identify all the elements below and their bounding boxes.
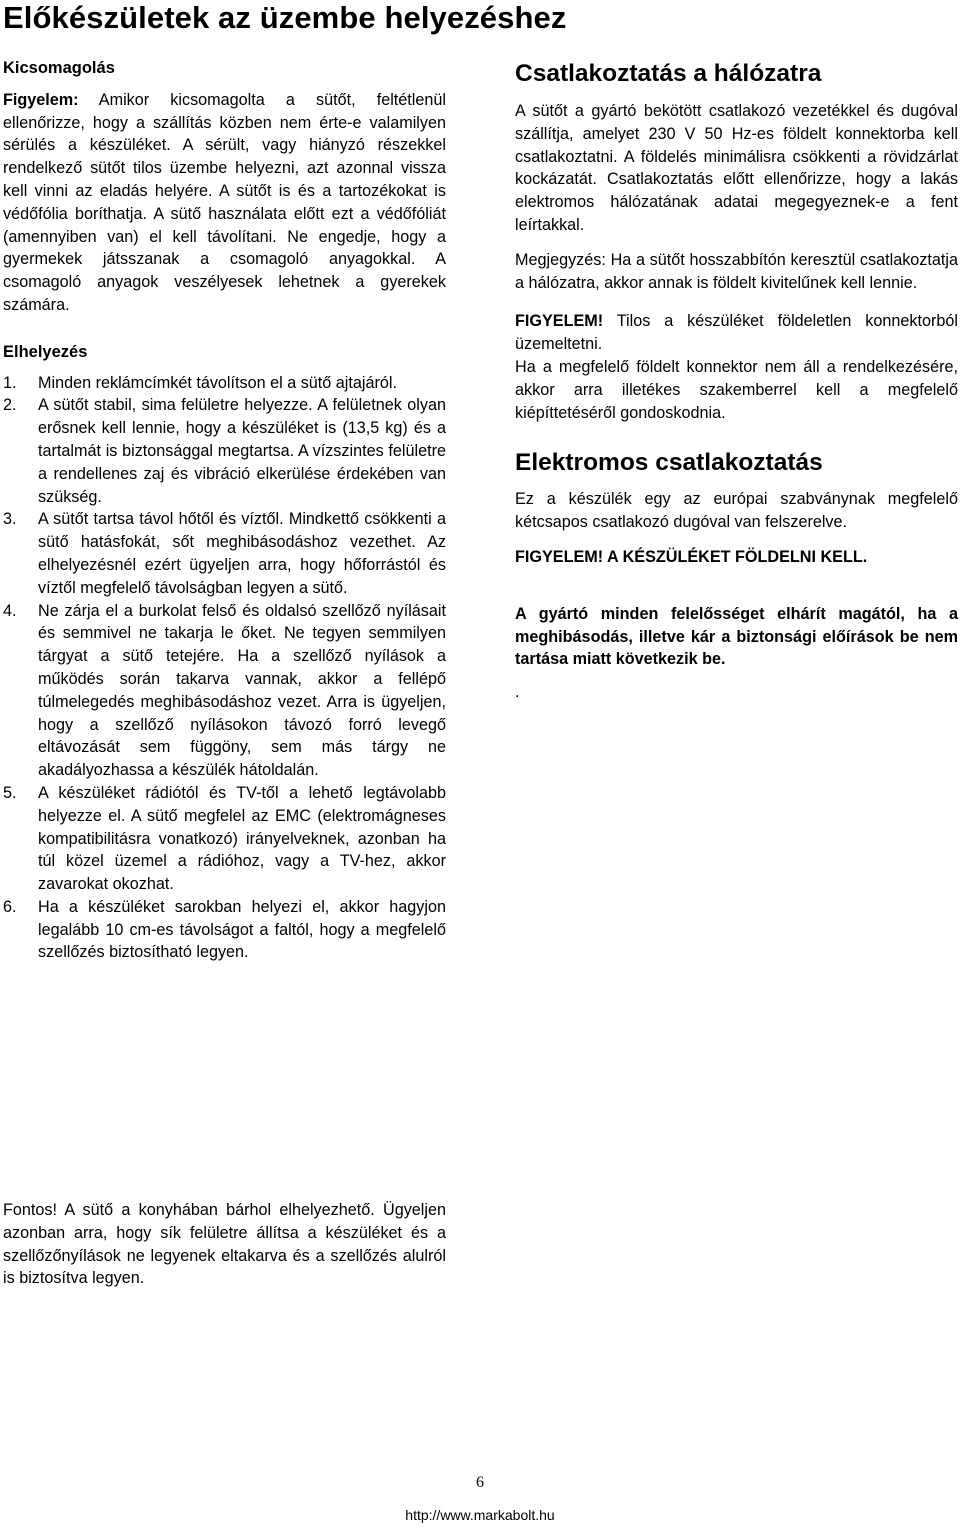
- list-item: [3, 600, 446, 782]
- list-item-number: 5.: [3, 783, 17, 802]
- trailing-dot: .: [515, 683, 520, 702]
- unpacking-paragraph: [3, 89, 446, 317]
- list-item-text: Minden reklámcímkét távolítson el a sütő ajtajáról.: [38, 373, 397, 392]
- list-item-text: A készüléket rádiótól és TV-től a lehető legtávolabb helyezze el. A sütő megfelel az EMC (elektromágneses kompatibilitásra vonatkozó) irányelveknek, azonban ha túl közel üzemel a rádióhoz, vagy a TV-hez, akkor zavarokat okozhat.: [38, 783, 446, 894]
- list-item-text: Ne zárja el a burkolat felső és oldalsó szellőző nyílásait és semmivel ne takarja le őket. Ne tegyen semmilyen tárgyat a sütő tetejére. Ha a szellőző nyílások a működés során takarva vannak, akkor a fellépő túlmelegedés meghibásodáshoz vezet. Arra is ügyeljen, hogy a szellőző nyílásokon távozó forró levegő eltávozását sem függöny, sem más tárgy ne akadályozhassa a készülék hátoldalán.: [38, 601, 446, 780]
- list-item-number: 2.: [3, 396, 17, 415]
- list-item: [3, 508, 446, 599]
- electric-warning: FIGYELEM! A KÉSZÜLÉKET FÖLDELNI KELL.: [515, 547, 868, 566]
- unpacking-warning-label: Figyelem:: [3, 90, 79, 109]
- list-item: [3, 372, 446, 395]
- right-column: [515, 54, 958, 704]
- list-item-number: 1.: [3, 373, 17, 392]
- electric-paragraph: Ez a készülék egy az európai szabványnak megfelelő kétcsapos csatlakozó dugóval van felszerelve.: [515, 490, 958, 532]
- placement-heading: Elhelyezés: [3, 342, 88, 361]
- placement-list: [3, 372, 446, 965]
- footer-url: http://www.markabolt.hu: [405, 1507, 555, 1523]
- network-warning: [515, 310, 958, 356]
- list-item: [3, 896, 446, 964]
- list-item-number: 3.: [3, 510, 17, 529]
- unpacking-text: Amikor kicsomagolta a sütőt, feltétlenül ellenőrizze, hogy a szállítás közben nem érte-e valamilyen sérülés a készüléket. A sérült, vagy hiányzó részekkel rendelkező sütőt tilos üzembe helyezni, azt azonnal vissza kell vinni az eladás helyére. A sütőt is és a tartozékokat is védőfólia boríthatja. A sütő használata előtt ezt a védőfóliát (amennyiben van) el kell távolítani. Ne engedje, hogy a gyermekek játsszanak a csomagoló anyagokkal. A csomagoló anyagok veszélyesek lehetnek a gyerekek számára.: [3, 90, 446, 314]
- list-item: [3, 782, 446, 896]
- network-heading: Csatlakoztatás a hálózatra: [515, 60, 822, 87]
- page-number: 6: [476, 1474, 484, 1491]
- electric-heading: Elektromos csatlakoztatás: [515, 449, 823, 477]
- list-item-text: Ha a készüléket sarokban helyezi el, akkor hagyjon legalább 10 cm-es távolságot a faltól, hogy a megfelelő szellőzés biztosítható legyen.: [38, 897, 446, 962]
- unpacking-heading: Kicsomagolás: [3, 59, 115, 77]
- list-item-text: A sütőt stabil, sima felületre helyezze. A felületnek olyan erősnek kell lennie, hogy a készüléket is (13,5 kg) és a tartalmát is biztonsággal megtartsa. A vízszintes felületre a rendellenes zaj és vibráció elkerülése érdekében van szükség.: [38, 396, 446, 506]
- liability-statement: A gyártó minden felelősséget elhárít magától, ha a meghibásodás, illetve kár a biztonsági előírások be nem tartása miatt következik be.: [515, 604, 958, 669]
- page-title: Előkészületek az üzembe helyezéshez: [3, 0, 567, 35]
- network-paragraph-2: Megjegyzés: Ha a sütőt hosszabbítón keresztül csatlakoztatja a hálózatra, akkor annak is földelt kivitelűnek kell lennie.: [515, 250, 958, 292]
- list-item-number: 4.: [3, 601, 17, 620]
- list-item: [3, 394, 446, 508]
- list-item-number: 6.: [3, 897, 17, 916]
- network-paragraph-1: A sütőt a gyártó bekötött csatlakozó vezetékkel és dugóval szállítja, amelyet 230 V 50 Hz-es földelt konnektorba kell csatlakoztatni. A földelés minimálisra csökkenti a rövidzárlat kockázatát. Csatlakoztatás előtt ellenőrizze, hogy a lakás elektromos hálózatának adatai megegyeznek-e a fent leírtakkal.: [515, 102, 958, 234]
- network-warning-label: FIGYELEM!: [515, 312, 604, 331]
- network-warning-text: Tilos a készüléket földeletlen konnektorból üzemeltetni.: [515, 312, 958, 354]
- left-column: [3, 54, 446, 964]
- network-paragraph-3: Ha a megfelelő földelt konnektor nem áll a rendelkezésére, akkor arra illetékes szakemberrel kell a megfelelő kiépíttetéséről gondoskodnia.: [515, 357, 958, 422]
- important-note: Fontos! A sütő a konyhában bárhol elhelyezhető. Ügyeljen azonban arra, hogy sík felületre állítsa a készüléket és a szellőzőnyílások ne legyenek eltakarva és a szellőzés alulról is biztosítva legyen.: [3, 1201, 446, 1288]
- list-item-text: A sütőt tartsa távol hőtől és víztől. Mindkettő csökkenti a sütő hatásfokát, sőt meghibásodáshoz vezethet. Az elhelyezésnél ezért ügyeljen arra, hogy hőforrástól és víztől megfelelő távolságban legyen a sütő.: [38, 510, 446, 597]
